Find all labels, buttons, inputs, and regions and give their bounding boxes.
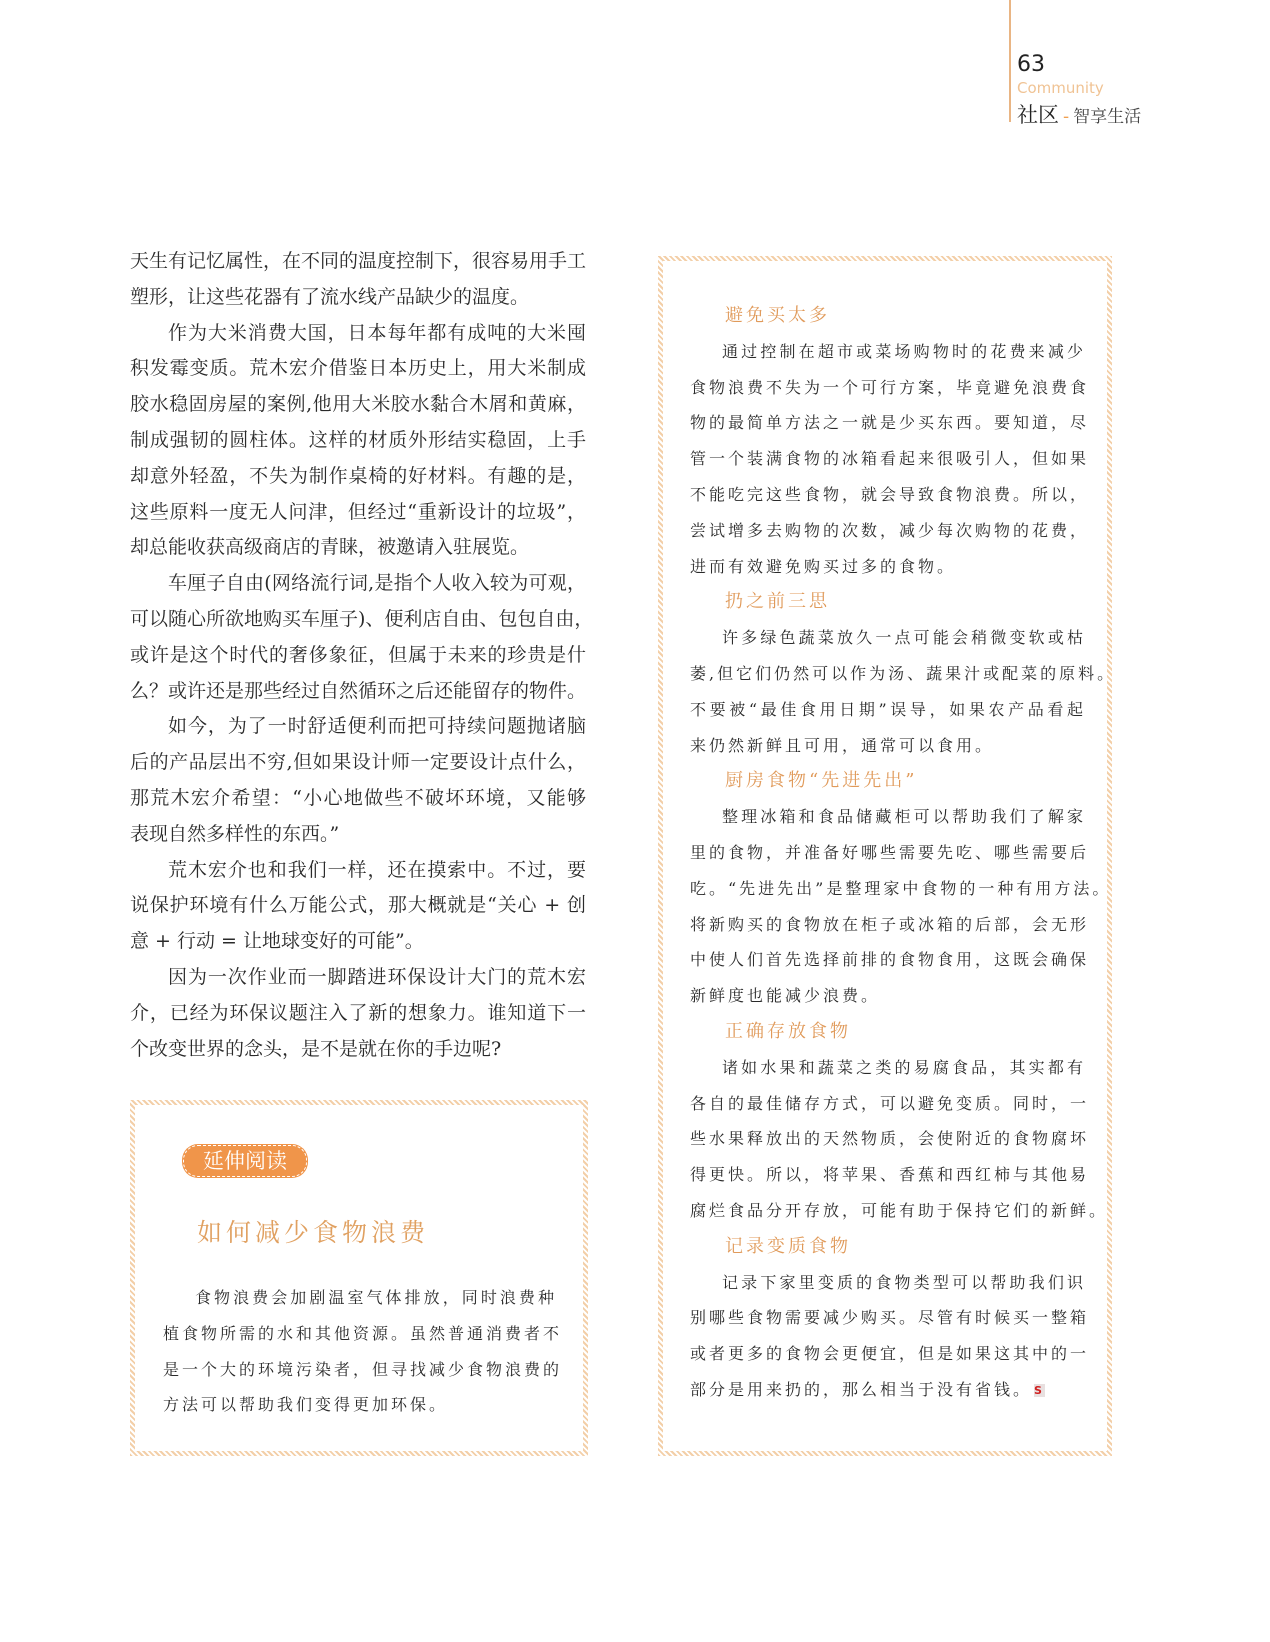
page-number: 63	[1017, 52, 1045, 77]
tip-section	[690, 763, 1112, 1014]
text-line: 中使人们首先选择前排的食物食用，这既会确保	[690, 950, 1090, 970]
text-line: 因为一次作业而一脚踏进环保设计大门的荒木宏	[168, 965, 586, 988]
text-line: 里的食物，并准备好哪些需要先吃、哪些需要后	[690, 842, 1090, 862]
text-line: 进而有效避免购买过多的食物。	[690, 556, 957, 576]
tip-section	[690, 298, 1090, 584]
text-line: 新鲜度也能减少浪费。	[690, 986, 881, 1006]
text-line: 么？或许还是那些经过自然循环之后还能留存的物件。	[130, 679, 587, 702]
text-line: 这些原料一度无人问津，但经过“重新设计的垃圾”，	[130, 500, 586, 523]
text-line: 天生有记忆属性，在不同的温度控制下，很容易用手工	[130, 250, 587, 272]
text-line: 个改变世界的念头，是不是就在你的手边呢?	[130, 1037, 502, 1060]
text-line: 介，已经为环保议题注入了新的想象力。谁知道下一	[130, 1001, 586, 1024]
text-line: 食物浪费不失为一个可行方案，毕竟避免浪费食	[690, 377, 1090, 397]
section-english: Community	[1017, 79, 1104, 97]
text-line: 食物浪费会加剧温室气体排放，同时浪费种	[195, 1288, 557, 1307]
text-line: 植食物所需的水和其他资源。虽然普通消费者不	[163, 1323, 563, 1343]
text-line: 却总能收获高级商店的青睐，被邀请入驻展览。	[130, 536, 530, 559]
text-line: 表现自然多样性的东西。”	[130, 822, 340, 845]
text-line: 或者更多的食物会更便宜，但是如果这其中的一	[690, 1344, 1090, 1364]
text-line: 来仍然新鲜且可用，通常可以食用。	[690, 735, 995, 755]
tip-heading: 扔之前三思	[725, 591, 830, 613]
text-line: 尝试增多去购物的次数，减少每次购物的花费，	[690, 520, 1090, 540]
text-line: 许多绿色蔬菜放久一点可能会稍微变软或枯	[722, 628, 1086, 648]
extended-reading-badge: 延伸阅读	[183, 1145, 307, 1177]
header-rule	[1009, 0, 1011, 122]
end-mark-icon: S	[1034, 1383, 1045, 1397]
tip-section	[690, 1014, 1109, 1229]
text-line: 作为大米消费大国，日本每年都有成吨的大米囤	[168, 321, 586, 344]
text-line: 可以随心所欲地购买车厘子)、便利店自由、包包自由，	[130, 607, 594, 630]
tip-section	[690, 584, 1117, 763]
text-line: 诸如水果和蔬菜之类的易腐食品，其实都有	[722, 1057, 1086, 1077]
text-line: 那荒木宏介希望：“小心地做些不破坏环境，又能够	[130, 786, 586, 809]
text-line: 方法可以帮助我们变得更加环保。	[163, 1395, 449, 1415]
text-line: 如今，为了一时舒适便利而把可持续问题抛诸脑	[168, 715, 586, 738]
paragraph	[130, 709, 586, 852]
text-line: 或许是这个时代的奢侈象征，但属于未来的珍贵是什	[130, 643, 586, 666]
text-line: 是一个大的环境污染者，但寻找减少食物浪费的	[163, 1359, 563, 1379]
text-line: 不要被“最佳食用日期”误导，如果农产品看起	[690, 699, 1086, 719]
tip-heading: 记录变质食物	[725, 1235, 851, 1257]
paragraph	[130, 853, 586, 960]
text-line: 积发霉变质。荒木宏介借鉴日本历史上，用大米制成	[130, 357, 586, 380]
text-line: 物的最简单方法之一就是少买东西。要知道，尽	[690, 413, 1090, 433]
text-line: 将新购买的食物放在柜子或冰箱的后部，会无形	[690, 914, 1090, 934]
section-title	[1017, 99, 1141, 129]
text-line: 却意外轻盈，不失为制作桌椅的好材料。有趣的是，	[130, 464, 586, 487]
text-line: 得更快。所以，将苹果、香蕉和西红柿与其他易	[690, 1165, 1090, 1185]
tip-section	[690, 1229, 1090, 1408]
paragraph	[130, 316, 586, 567]
text-line: 腐烂食品分开存放，可能有助于保持它们的新鲜。	[690, 1200, 1109, 1220]
text-line: 说保护环境有什么万能公式，那大概就是“关心 + 创	[130, 894, 586, 917]
text-line: 意 + 行动 = 让地球变好的可能”。	[130, 930, 424, 953]
paragraph	[130, 566, 594, 709]
section-sub: 智享生活	[1073, 107, 1142, 127]
text-line: 荒木宏介也和我们一样，还在摸索中。不过，要	[168, 858, 586, 881]
tip-heading: 正确存放食物	[725, 1020, 851, 1042]
text-line: 胶水稳固房屋的案例,他用大米胶水黏合木屑和黄麻，	[130, 393, 586, 416]
text-line: 记录下家里变质的食物类型可以帮助我们识	[722, 1272, 1086, 1292]
text-line: 各自的最佳储存方式，可以避免变质。同时，一	[690, 1093, 1090, 1113]
text-line: 制成强韧的圆柱体。这样的材质外形结实稳固，上手	[130, 428, 586, 451]
text-line: 整理冰箱和食品储藏柜可以帮助我们了解家	[722, 807, 1086, 827]
section-main: 社区	[1017, 103, 1059, 127]
article-body	[130, 244, 594, 1067]
text-line: 别哪些食物需要减少购买。尽管有时候买一整箱	[690, 1308, 1090, 1328]
paragraph	[130, 960, 586, 1067]
text-line: 塑形，让这些花器有了流水线产品缺少的温度。	[130, 285, 530, 308]
text-line: 管一个装满食物的冰箱看起来很吸引人，但如果	[690, 449, 1090, 469]
tip-heading: 厨房食物“先进先出”	[725, 770, 918, 792]
text-line: 车厘子自由(网络流行词,是指个人收入较为可观，	[168, 572, 586, 595]
text-line: 通过控制在超市或菜场购物时的花费来减少	[722, 341, 1086, 361]
text-line: 部分是用来扔的，那么相当于没有省钱。 S	[690, 1379, 1045, 1399]
tips-list	[690, 298, 1117, 1408]
text-line: 吃。“先进先出”是整理家中食物的一种有用方法。	[690, 878, 1112, 898]
text-line: 萎,但它们仍然可以作为汤、蔬果汁或配菜的原料。	[690, 663, 1117, 683]
extended-reading-intro	[163, 1280, 563, 1423]
tip-heading: 避免买太多	[725, 305, 830, 326]
extended-reading-title: 如何减少食物浪费	[197, 1218, 430, 1247]
paragraph	[130, 244, 586, 316]
text-line: 后的产品层出不穷,但如果设计师一定要设计点什么，	[130, 751, 586, 774]
text-line: 些水果释放出的天然物质，会使附近的食物腐坏	[690, 1129, 1090, 1149]
text-line: 不能吃完这些食物，就会导致食物浪费。所以，	[690, 484, 1090, 504]
section-separator: -	[1063, 107, 1070, 127]
